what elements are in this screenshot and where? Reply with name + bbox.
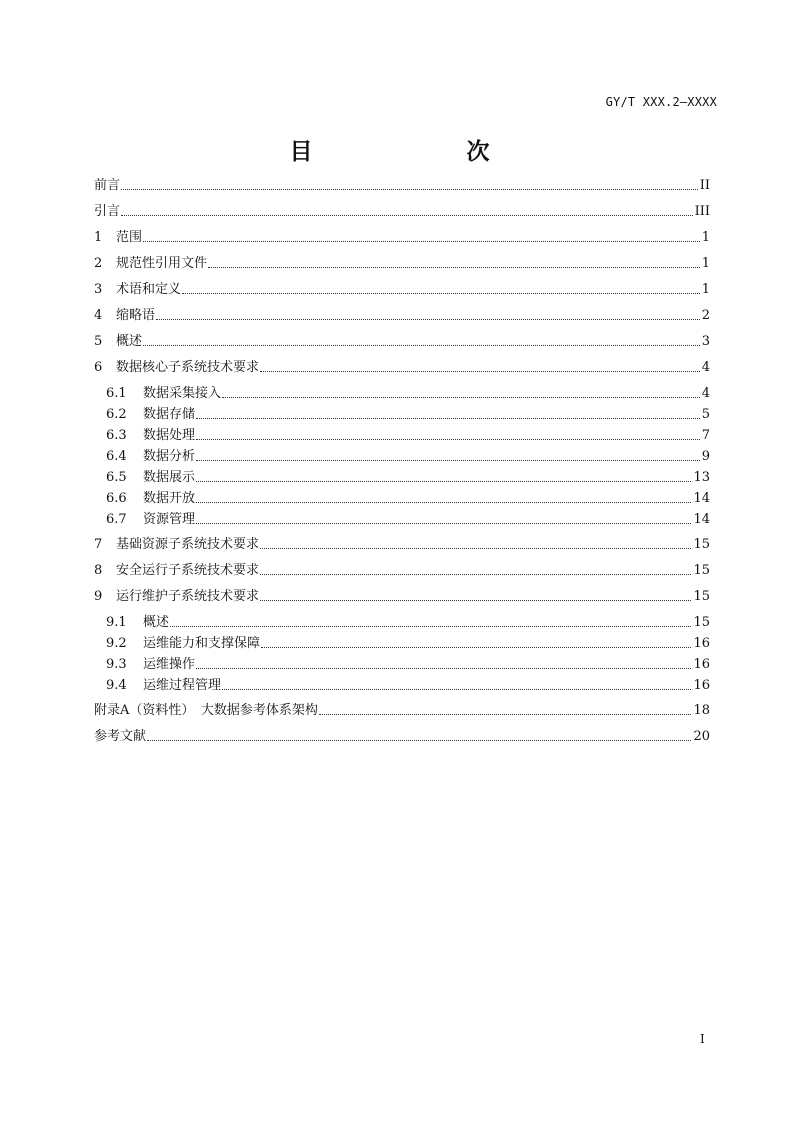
toc-entry-label: 数据处理 [143,428,196,443]
toc-entry-label: 数据核心子系统技术要求 [116,360,260,375]
toc-entry-label: 附录A（资料性） 大数据参考体系架构 [94,703,318,718]
toc-entry-number: 1 [94,230,103,245]
toc-entry-number: 6.4 [106,449,127,464]
toc-entry-page: 14 [693,491,710,506]
toc-entry-number: 6.3 [106,428,127,443]
toc-entry-number: 9 [94,589,103,604]
dot-leader [196,502,691,503]
toc-entry-page: 3 [701,334,710,349]
toc-entry-9-3[interactable] [106,656,710,674]
dot-leader [260,574,691,575]
toc-entry-page: 5 [701,407,710,422]
dot-leader [121,189,698,190]
toc-entry-page: III [694,204,710,219]
dot-leader [121,215,693,216]
toc-entry-page: 1 [701,230,710,245]
page-number: I [700,1032,705,1046]
toc-entry-number: 9.4 [106,678,127,693]
toc-entry-page: 15 [693,537,710,552]
toc-entry-label: 运维能力和支撑保障 [143,636,261,651]
toc-entry-label: 前言 [94,178,121,193]
toc-entry-8[interactable] [94,562,710,580]
toc-entry-page: 18 [693,703,710,718]
toc-entry-label: 规范性引用文件 [116,256,208,271]
dot-leader [196,481,691,482]
toc-entry-label: 概述 [143,615,170,630]
toc-entry-number: 6.7 [106,512,127,527]
toc-entry-6-3[interactable] [106,427,710,445]
toc-entry-page: 4 [701,386,710,401]
toc-entry-5[interactable] [94,333,710,351]
toc-entry-number: 6.5 [106,470,127,485]
toc-entry-page: 9 [701,449,710,464]
toc-entry-page: 13 [693,470,710,485]
toc-entry-foreword[interactable] [94,177,710,195]
toc-entry-number: 2 [94,256,103,271]
dot-leader [196,523,691,524]
toc-entry-label: 运维过程管理 [143,678,222,693]
toc-entry-number: 9.2 [106,636,127,651]
dot-leader [143,345,700,346]
toc-entry-page: 4 [701,360,710,375]
dot-leader [196,439,700,440]
dot-leader [170,626,691,627]
toc-entry-label: 数据分析 [143,449,196,464]
toc-entry-1[interactable] [94,229,710,247]
toc-entry-page: 15 [693,563,710,578]
dot-leader [196,460,700,461]
toc-entry-number: 4 [94,308,103,323]
dot-leader [196,418,700,419]
toc-entry-3[interactable] [94,281,710,299]
toc-entry-6[interactable] [94,359,710,377]
dot-leader [143,241,700,242]
toc-entry-7[interactable] [94,536,710,554]
toc-entry-number: 6.1 [106,386,127,401]
toc-entry-label: 运行维护子系统技术要求 [116,589,260,604]
toc-entry-number: 7 [94,537,103,552]
toc-entry-page: 15 [693,589,710,604]
toc-entry-number: 9.1 [106,615,127,630]
toc-entry-9-2[interactable] [106,635,710,653]
toc-entry-references[interactable] [94,728,710,746]
toc-entry-label: 参考文献 [94,729,147,744]
toc-entry-page: 1 [701,282,710,297]
toc-entry-6-1[interactable] [106,385,710,403]
toc-entry-number: 9.3 [106,657,127,672]
toc-entry-label: 数据采集接入 [143,386,222,401]
dot-leader [222,397,700,398]
toc-entry-label: 概述 [116,334,143,349]
toc-entry-label: 引言 [94,204,121,219]
toc-entry-label: 资源管理 [143,512,196,527]
dot-leader [208,267,700,268]
toc-entry-9-1[interactable] [106,614,710,632]
toc-entry-page: II [699,178,710,193]
toc-entry-4[interactable] [94,307,710,325]
toc-entry-9-4[interactable] [106,677,710,695]
toc-entry-page: 15 [693,615,710,630]
toc-entry-page: 7 [701,428,710,443]
toc-entry-label: 数据展示 [143,470,196,485]
dot-leader [319,714,692,715]
toc-entry-number: 8 [94,563,103,578]
toc-entry-page: 14 [693,512,710,527]
toc-entry-6-6[interactable] [106,490,710,508]
toc-entry-label: 数据开放 [143,491,196,506]
toc-entry-number: 6.6 [106,491,127,506]
toc-entry-label: 缩略语 [116,308,156,323]
toc-entry-label: 基础资源子系统技术要求 [116,537,260,552]
toc-entry-label: 术语和定义 [116,282,182,297]
toc-entry-6-4[interactable] [106,448,710,466]
toc-entry-number: 5 [94,334,103,349]
toc-entry-page: 1 [701,256,710,271]
dot-leader [261,647,691,648]
toc-entry-appendix-a[interactable] [94,702,710,720]
toc-entry-number: 6 [94,360,103,375]
toc-entry-label: 范围 [116,230,143,245]
dot-leader [260,600,691,601]
toc-entry-number: 6.2 [106,407,127,422]
toc-entry-2[interactable] [94,255,710,273]
toc-entry-page: 16 [693,657,710,672]
toc-entry-page: 16 [693,636,710,651]
toc-entry-label: 运维操作 [143,657,196,672]
toc-entry-page: 16 [693,678,710,693]
dot-leader [222,689,691,690]
toc-title: 目 次 [289,139,526,165]
dot-leader [182,293,700,294]
toc-entry-6-7[interactable] [106,511,710,529]
dot-leader [196,668,691,669]
toc-entry-9[interactable] [94,588,710,606]
toc-entry-label: 数据存储 [143,407,196,422]
toc-entry-6-5[interactable] [106,469,710,487]
toc-entry-label: 安全运行子系统技术要求 [116,563,260,578]
dot-leader [260,548,691,549]
document-code: GY/T XXX.2—XXXX [605,95,717,109]
toc-entry-6-2[interactable] [106,406,710,424]
dot-leader [156,319,700,320]
toc-entry-introduction[interactable] [94,203,710,221]
dot-leader [147,740,691,741]
toc-entry-page: 20 [693,729,710,744]
toc-entry-page: 2 [701,308,710,323]
toc-entry-number: 3 [94,282,103,297]
dot-leader [260,371,700,372]
